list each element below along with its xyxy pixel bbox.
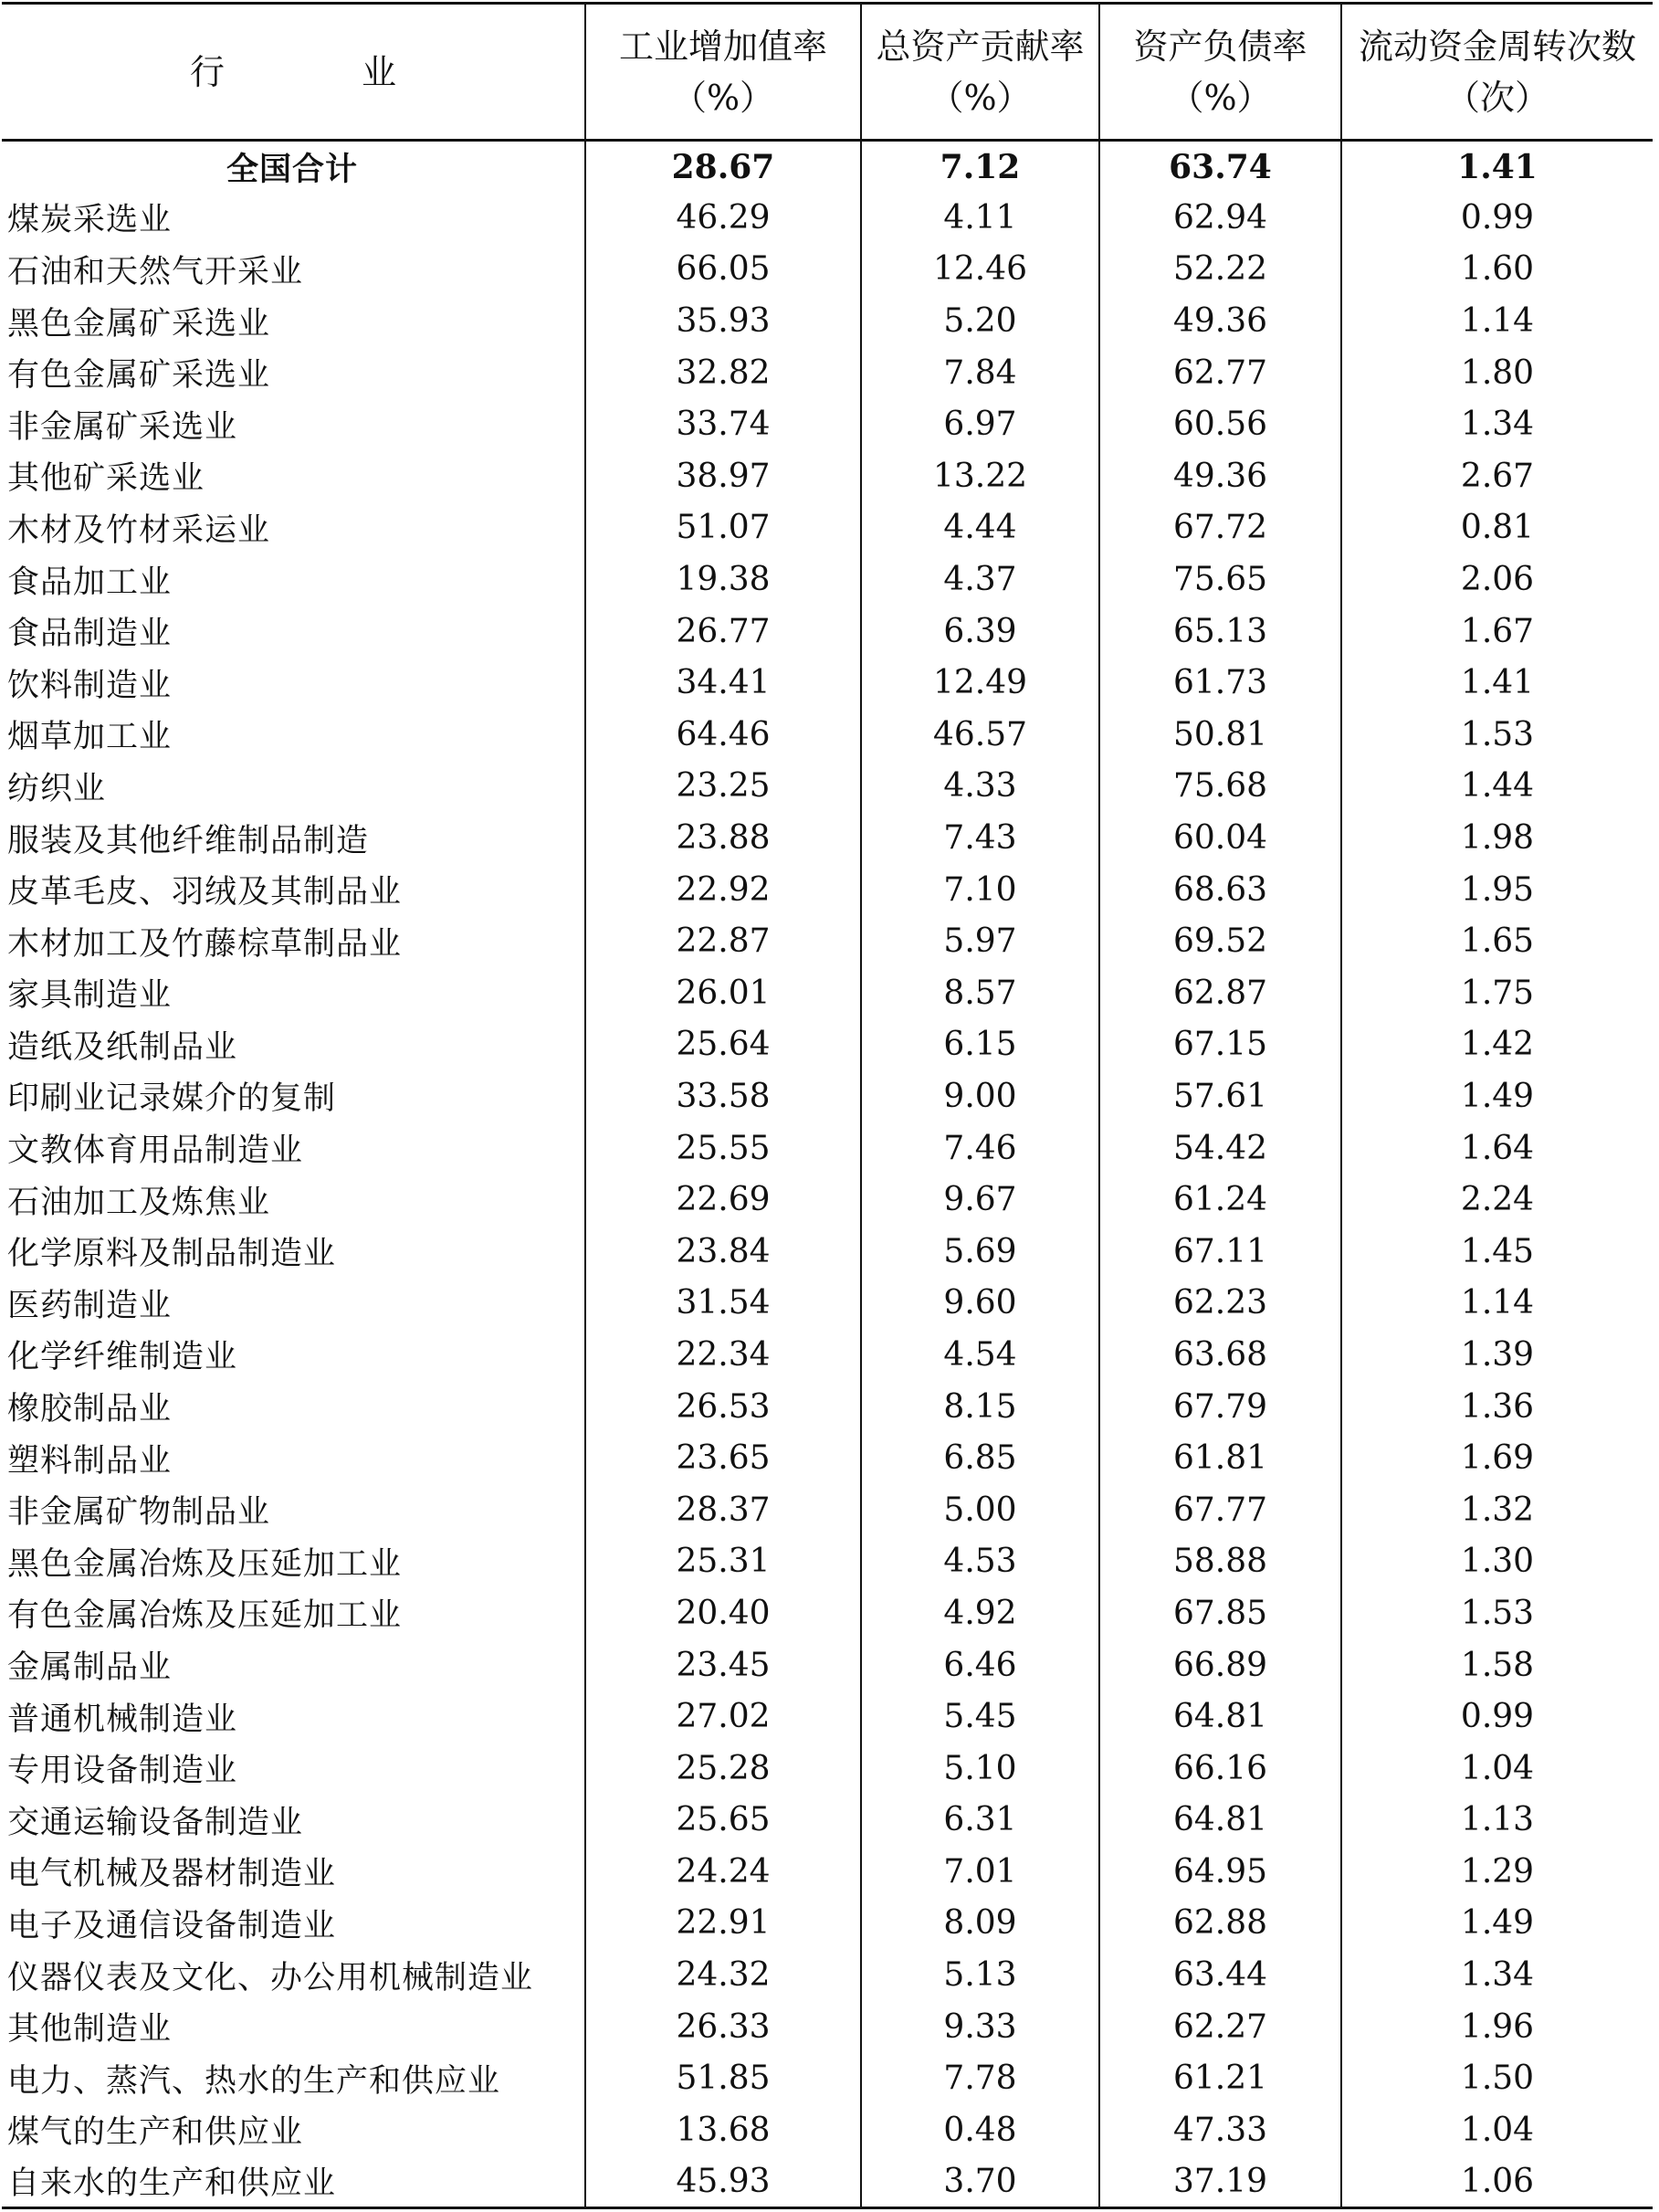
asset-contribution-cell: 12.46 [861, 244, 1099, 296]
asset-contribution-cell: 4.33 [861, 761, 1099, 813]
table-row [2, 553, 1653, 606]
table-row [2, 761, 1653, 813]
asset-contribution-cell: 8.15 [861, 1381, 1099, 1433]
asset-contribution-cell: 6.15 [861, 1019, 1099, 1071]
header-industry-char-2: 业 [362, 51, 397, 92]
industry-cell: 纺织业 [7, 770, 107, 807]
table-row [2, 244, 1653, 296]
debt-ratio-cell: 63.68 [1099, 1329, 1341, 1381]
asset-contribution-cell: 5.20 [861, 295, 1099, 347]
debt-ratio-cell: 62.87 [1099, 967, 1341, 1019]
turnover-cell: 0.81 [1341, 502, 1653, 554]
industry-cell: 塑料制品业 [7, 1442, 173, 1480]
turnover-cell: 1.32 [1341, 1484, 1653, 1536]
table-row [2, 2052, 1653, 2104]
header-col-unit: （%） [929, 77, 1032, 118]
industry-cell: 交通运输设备制造业 [7, 1804, 304, 1841]
debt-ratio-cell: 62.88 [1099, 1898, 1341, 1950]
debt-ratio-cell: 67.72 [1099, 502, 1341, 554]
turnover-cell: 1.29 [1341, 1846, 1653, 1898]
asset-contribution-cell: 7.46 [861, 1122, 1099, 1174]
value-added-rate-cell: 23.84 [585, 1226, 861, 1278]
value-added-rate-cell: 19.38 [585, 553, 861, 606]
debt-ratio-cell: 61.21 [1099, 2052, 1341, 2104]
asset-contribution-cell: 7.10 [861, 864, 1099, 916]
industry-cell: 有色金属冶炼及压延加工业 [7, 1597, 403, 1635]
debt-ratio-cell: 47.33 [1099, 2104, 1341, 2156]
turnover-cell: 1.39 [1341, 1329, 1653, 1381]
table-row [2, 1587, 1653, 1639]
industry-cell: 饮料制造业 [7, 667, 173, 704]
value-added-rate-cell: 28.37 [585, 1484, 861, 1536]
debt-ratio-cell: 49.36 [1099, 295, 1341, 347]
industry-cell: 电力、蒸汽、热水的生产和供应业 [7, 2062, 501, 2100]
asset-contribution-cell: 6.39 [861, 606, 1099, 658]
table-row [2, 1432, 1653, 1484]
asset-contribution-cell: 3.70 [861, 2156, 1099, 2208]
asset-contribution-cell: 46.57 [861, 709, 1099, 761]
asset-contribution-cell: 8.57 [861, 967, 1099, 1019]
asset-contribution-cell: 4.54 [861, 1329, 1099, 1381]
table-row [2, 192, 1653, 244]
value-added-rate-cell: 25.31 [585, 1536, 861, 1588]
debt-ratio-cell: 63.44 [1099, 1949, 1341, 2001]
debt-ratio-cell: 67.11 [1099, 1226, 1341, 1278]
industry-cell: 皮革毛皮、羽绒及其制品业 [7, 874, 403, 911]
header-working-capital-turnover [1341, 4, 1653, 141]
industry-cell: 烟草加工业 [7, 719, 173, 756]
turnover-cell: 1.53 [1341, 1587, 1653, 1639]
table-row [2, 812, 1653, 864]
industry-cell: 医药制造业 [7, 1287, 173, 1324]
asset-contribution-cell: 7.84 [861, 347, 1099, 399]
value-added-rate-cell: 25.28 [585, 1743, 861, 1795]
industry-cell: 普通机械制造业 [7, 1701, 238, 1738]
debt-ratio-cell: 60.56 [1099, 398, 1341, 450]
value-added-rate-cell: 26.77 [585, 606, 861, 658]
table-row [2, 1898, 1653, 1950]
value-added-rate-cell: 24.32 [585, 1949, 861, 2001]
industry-cell: 印刷业记录媒介的复制 [7, 1080, 337, 1118]
debt-ratio-cell: 66.16 [1099, 1743, 1341, 1795]
asset-contribution-cell: 12.49 [861, 657, 1099, 709]
debt-ratio-cell: 75.65 [1099, 553, 1341, 606]
industry-cell: 文教体育用品制造业 [7, 1132, 304, 1170]
industry-cell: 仪器仪表及文化、办公用机械制造业 [7, 1959, 534, 1996]
asset-contribution-cell: 4.92 [861, 1587, 1099, 1639]
industry-cell: 专用设备制造业 [7, 1753, 238, 1790]
header-col-unit: （次） [1444, 77, 1549, 118]
turnover-cell: 2.24 [1341, 1174, 1653, 1226]
turnover-cell: 1.49 [1341, 1898, 1653, 1950]
turnover-cell: 1.67 [1341, 606, 1653, 658]
debt-ratio-cell: 63.74 [1099, 141, 1341, 193]
table-row [2, 915, 1653, 967]
industry-cell: 服装及其他纤维制品制造 [7, 822, 370, 859]
asset-contribution-cell: 5.45 [861, 1691, 1099, 1743]
industry-cell: 全国合计 [226, 151, 359, 188]
debt-ratio-cell: 61.73 [1099, 657, 1341, 709]
asset-contribution-cell: 7.12 [861, 141, 1099, 193]
industry-cell: 煤炭采选业 [7, 202, 173, 239]
table-row [2, 1381, 1653, 1433]
turnover-cell: 1.41 [1341, 657, 1653, 709]
table-row [2, 1536, 1653, 1588]
value-added-rate-cell: 23.88 [585, 812, 861, 864]
value-added-rate-cell: 28.67 [585, 141, 861, 193]
asset-contribution-cell: 5.97 [861, 915, 1099, 967]
asset-contribution-cell: 6.97 [861, 398, 1099, 450]
industry-cell: 有色金属矿采选业 [7, 357, 271, 395]
industry-cell: 其他制造业 [7, 2011, 173, 2049]
turnover-cell: 1.58 [1341, 1639, 1653, 1691]
asset-contribution-cell: 5.10 [861, 1743, 1099, 1795]
debt-ratio-cell: 67.85 [1099, 1587, 1341, 1639]
debt-ratio-cell: 66.89 [1099, 1639, 1341, 1691]
industry-cell: 自来水的生产和供应业 [2, 2156, 585, 2208]
industry-cell: 木材加工及竹藤棕草制品业 [7, 925, 403, 963]
debt-ratio-cell: 64.81 [1099, 1795, 1341, 1847]
asset-contribution-cell: 0.48 [861, 2104, 1099, 2156]
header-industry-char-1: 行 [189, 51, 225, 92]
asset-contribution-cell: 7.01 [861, 1846, 1099, 1898]
header-col-unit: （%） [1169, 77, 1272, 118]
table-row [2, 1484, 1653, 1536]
debt-ratio-cell: 50.81 [1099, 709, 1341, 761]
table-row [2, 502, 1653, 554]
industry-cell: 非金属矿物制品业 [7, 1494, 271, 1532]
debt-ratio-cell: 37.19 [1099, 2156, 1341, 2208]
turnover-cell: 1.13 [1341, 1795, 1653, 1847]
header-row [2, 4, 1653, 141]
turnover-cell: 1.30 [1341, 1536, 1653, 1588]
turnover-cell: 1.45 [1341, 1226, 1653, 1278]
value-added-rate-cell: 23.65 [585, 1432, 861, 1484]
turnover-cell: 1.69 [1341, 1432, 1653, 1484]
industry-cell: 电子及通信设备制造业 [7, 1907, 337, 1944]
turnover-cell: 1.42 [1341, 1019, 1653, 1071]
value-added-rate-cell: 22.91 [585, 1898, 861, 1950]
debt-ratio-cell: 58.88 [1099, 1536, 1341, 1588]
industry-cell: 金属制品业 [7, 1649, 173, 1687]
industry-cell: 化学原料及制品制造业 [7, 1236, 337, 1273]
value-added-rate-cell: 45.93 [585, 2156, 861, 2208]
debt-ratio-cell: 52.22 [1099, 244, 1341, 296]
table-row [2, 1743, 1653, 1795]
asset-contribution-cell: 5.00 [861, 1484, 1099, 1536]
table-row [2, 398, 1653, 450]
value-added-rate-cell: 38.97 [585, 450, 861, 502]
value-added-rate-cell: 22.87 [585, 915, 861, 967]
table-row [2, 1226, 1653, 1278]
header-col-name: 资产负债率 [1133, 26, 1307, 67]
value-added-rate-cell: 34.41 [585, 657, 861, 709]
turnover-cell: 0.99 [1341, 192, 1653, 244]
debt-ratio-cell: 64.95 [1099, 1846, 1341, 1898]
turnover-cell: 1.36 [1341, 1381, 1653, 1433]
asset-contribution-cell: 6.85 [861, 1432, 1099, 1484]
turnover-cell: 1.04 [1341, 1743, 1653, 1795]
table-row [2, 657, 1653, 709]
asset-contribution-cell: 4.44 [861, 502, 1099, 554]
turnover-cell: 1.44 [1341, 761, 1653, 813]
value-added-rate-cell: 27.02 [585, 1691, 861, 1743]
industry-indicator-table [2, 2, 1653, 2209]
table-row [2, 2104, 1653, 2156]
turnover-cell: 1.98 [1341, 812, 1653, 864]
value-added-rate-cell: 25.55 [585, 1122, 861, 1174]
table-header [2, 4, 1653, 141]
value-added-rate-cell: 22.69 [585, 1174, 861, 1226]
debt-ratio-cell: 62.27 [1099, 2001, 1341, 2053]
debt-ratio-cell: 62.94 [1099, 192, 1341, 244]
value-added-rate-cell: 25.64 [585, 1019, 861, 1071]
asset-contribution-cell: 9.33 [861, 2001, 1099, 2053]
value-added-rate-cell: 23.25 [585, 761, 861, 813]
asset-contribution-cell: 4.37 [861, 553, 1099, 606]
asset-contribution-cell: 8.09 [861, 1898, 1099, 1950]
table-row [2, 450, 1653, 502]
turnover-cell: 1.64 [1341, 1122, 1653, 1174]
industry-cell: 黑色金属冶炼及压延加工业 [7, 1545, 403, 1583]
asset-contribution-cell: 6.46 [861, 1639, 1099, 1691]
industry-cell: 木材及竹材采运业 [7, 511, 271, 549]
asset-contribution-cell: 9.00 [861, 1070, 1099, 1122]
table-row [2, 1949, 1653, 2001]
value-added-rate-cell: 31.54 [585, 1278, 861, 1330]
turnover-cell: 1.41 [1341, 141, 1653, 193]
turnover-cell: 1.53 [1341, 709, 1653, 761]
value-added-rate-cell: 24.24 [585, 1846, 861, 1898]
asset-contribution-cell: 7.78 [861, 2052, 1099, 2104]
debt-ratio-cell: 62.23 [1099, 1278, 1341, 1330]
debt-ratio-cell: 54.42 [1099, 1122, 1341, 1174]
value-added-rate-cell: 35.93 [585, 295, 861, 347]
turnover-cell: 1.04 [1341, 2104, 1653, 2156]
asset-contribution-cell: 5.69 [861, 1226, 1099, 1278]
turnover-cell: 2.67 [1341, 450, 1653, 502]
turnover-cell: 1.06 [1341, 2156, 1653, 2208]
table-row [2, 1278, 1653, 1330]
turnover-cell: 1.75 [1341, 967, 1653, 1019]
header-col-name: 总资产贡献率 [876, 26, 1085, 67]
value-added-rate-cell: 22.92 [585, 864, 861, 916]
asset-contribution-cell: 4.11 [861, 192, 1099, 244]
table-row [2, 606, 1653, 658]
value-added-rate-cell: 64.46 [585, 709, 861, 761]
table-row [2, 1639, 1653, 1691]
debt-ratio-cell: 65.13 [1099, 606, 1341, 658]
industry-cell: 非金属矿采选业 [7, 408, 238, 446]
asset-contribution-cell: 13.22 [861, 450, 1099, 502]
debt-ratio-cell: 69.52 [1099, 915, 1341, 967]
table-row [2, 347, 1653, 399]
value-added-rate-cell: 32.82 [585, 347, 861, 399]
debt-ratio-cell: 57.61 [1099, 1070, 1341, 1122]
debt-ratio-cell: 67.15 [1099, 1019, 1341, 1071]
header-col-name: 工业增加值率 [618, 26, 827, 67]
table-row [2, 2001, 1653, 2053]
table-row [2, 1691, 1653, 1743]
value-added-rate-cell: 20.40 [585, 1587, 861, 1639]
turnover-cell: 2.06 [1341, 553, 1653, 606]
turnover-cell: 1.96 [1341, 2001, 1653, 2053]
industry-cell: 石油加工及炼焦业 [7, 1184, 271, 1221]
turnover-cell: 0.99 [1341, 1691, 1653, 1743]
turnover-cell: 1.95 [1341, 864, 1653, 916]
table-row [2, 2156, 1653, 2208]
industry-cell: 食品加工业 [7, 564, 173, 601]
total-row [2, 141, 1653, 193]
header-col-name: 流动资金周转次数 [1358, 26, 1636, 67]
value-added-rate-cell: 23.45 [585, 1639, 861, 1691]
debt-ratio-cell: 64.81 [1099, 1691, 1341, 1743]
asset-contribution-cell: 9.60 [861, 1278, 1099, 1330]
industry-cell: 黑色金属矿采选业 [7, 305, 271, 342]
table-body [2, 141, 1653, 2208]
debt-ratio-cell: 67.77 [1099, 1484, 1341, 1536]
turnover-cell: 1.80 [1341, 347, 1653, 399]
debt-ratio-cell: 61.24 [1099, 1174, 1341, 1226]
value-added-rate-cell: 22.34 [585, 1329, 861, 1381]
value-added-rate-cell: 51.85 [585, 2052, 861, 2104]
asset-contribution-cell: 5.13 [861, 1949, 1099, 2001]
industry-cell: 电气机械及器材制造业 [7, 1856, 337, 1893]
value-added-rate-cell: 46.29 [585, 192, 861, 244]
turnover-cell: 1.50 [1341, 2052, 1653, 2104]
debt-ratio-cell: 60.04 [1099, 812, 1341, 864]
asset-contribution-cell: 9.67 [861, 1174, 1099, 1226]
turnover-cell: 1.14 [1341, 1278, 1653, 1330]
value-added-rate-cell: 13.68 [585, 2104, 861, 2156]
asset-contribution-cell: 6.31 [861, 1795, 1099, 1847]
industry-cell: 煤气的生产和供应业 [7, 2114, 304, 2152]
value-added-rate-cell: 26.53 [585, 1381, 861, 1433]
debt-ratio-cell: 67.79 [1099, 1381, 1341, 1433]
header-debt-ratio [1099, 4, 1341, 141]
header-asset-contribution-rate [861, 4, 1099, 141]
table-row [2, 1174, 1653, 1226]
turnover-cell: 1.34 [1341, 1949, 1653, 2001]
industry-cell: 化学纤维制造业 [7, 1339, 238, 1376]
table-row [2, 1122, 1653, 1174]
value-added-rate-cell: 33.58 [585, 1070, 861, 1122]
debt-ratio-cell: 68.63 [1099, 864, 1341, 916]
table-row [2, 709, 1653, 761]
industry-cell: 食品制造业 [7, 616, 173, 653]
table-row [2, 1070, 1653, 1122]
table-row [2, 1329, 1653, 1381]
turnover-cell: 1.49 [1341, 1070, 1653, 1122]
value-added-rate-cell: 26.01 [585, 967, 861, 1019]
value-added-rate-cell: 25.65 [585, 1795, 861, 1847]
turnover-cell: 1.34 [1341, 398, 1653, 450]
turnover-cell: 1.65 [1341, 915, 1653, 967]
value-added-rate-cell: 66.05 [585, 244, 861, 296]
debt-ratio-cell: 75.68 [1099, 761, 1341, 813]
table-row [2, 1846, 1653, 1898]
turnover-cell: 1.60 [1341, 244, 1653, 296]
table-row [2, 864, 1653, 916]
debt-ratio-cell: 61.81 [1099, 1432, 1341, 1484]
industry-cell: 其他矿采选业 [7, 460, 205, 498]
table-row [2, 967, 1653, 1019]
debt-ratio-cell: 62.77 [1099, 347, 1341, 399]
value-added-rate-cell: 51.07 [585, 502, 861, 554]
turnover-cell: 1.14 [1341, 295, 1653, 347]
industry-cell: 橡胶制品业 [7, 1391, 173, 1428]
asset-contribution-cell: 4.53 [861, 1536, 1099, 1588]
debt-ratio-cell: 49.36 [1099, 450, 1341, 502]
header-col-unit: （%） [671, 77, 775, 118]
asset-contribution-cell: 7.43 [861, 812, 1099, 864]
industry-cell: 造纸及纸制品业 [7, 1028, 238, 1066]
table-row [2, 1019, 1653, 1071]
industry-cell: 石油和天然气开采业 [7, 253, 304, 290]
industry-cell: 家具制造业 [7, 977, 173, 1015]
value-added-rate-cell: 26.33 [585, 2001, 861, 2053]
table-row [2, 1795, 1653, 1847]
value-added-rate-cell: 33.74 [585, 398, 861, 450]
table-row [2, 295, 1653, 347]
header-value-added-rate [585, 4, 861, 141]
header-industry [2, 4, 585, 141]
